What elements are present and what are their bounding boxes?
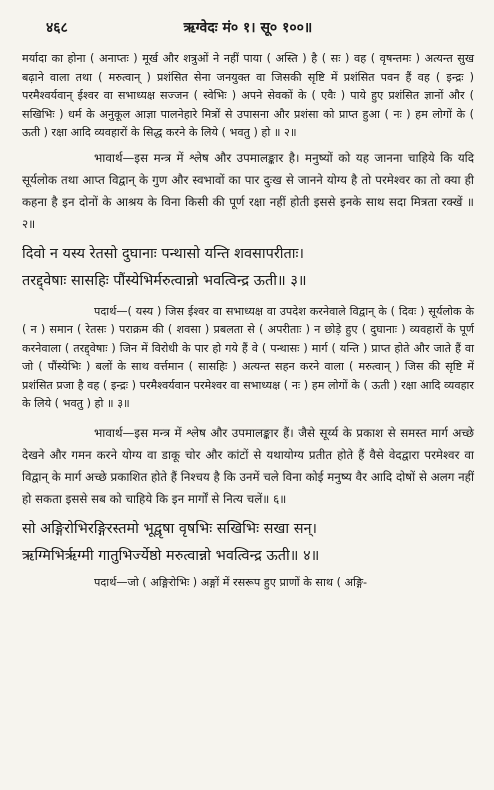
- mantra-3-line-1: दिवो न यस्य रेतसो दुघानाः पन्थासो यन्ति शवसापरीताः।: [22, 245, 304, 262]
- running-title: ऋग्वेदः मं० १। सू० १००॥: [183, 20, 313, 36]
- page-header: [22, 0, 474, 50]
- mantra-4-line-2: ऋग्मिभिर्ऋग्मी गातुभिर्ज्येष्ठो मरुत्वान्नो भवत्विन्द्र ऊती॥ ४॥: [22, 547, 320, 564]
- bhavartha-2: भावार्थ—इस मन्त्र में श्लेष और उपमालङ्कार है। मनुष्यों को यह जानना चाहिये कि यदि सूर्यलोक तथा आप्त विद्वान् के गुण और स्वभावों का पार दुःख से जानने योग्य है तो परमेश्वर का तो क्या ही कहना है इन दोनों के आश्रय के विना किसी की पूर्ण रक्षा नहीं होती इससे इनके साथ सदा मित्रता रक्खें ॥ २॥: [22, 150, 474, 231]
- mantra-3-line-2: तरद्द्वेषाः सासहिः पौंस्येभिर्मरुत्वान्नो भवत्विन्द्र ऊती॥ ३॥: [22, 272, 307, 289]
- padartha-4: पदार्थ—जो ( अङ्गिरोभिः ) अङ्गों में रसरूप हुए प्राणों के साथ ( अङ्गि-: [94, 575, 368, 589]
- padartha-3: पदार्थ—( यस्य ) जिस ईश्वर वा सभाध्यक्ष वा उपदेश करनेवाले विद्वान् के ( दिवः ) सूर्यलोक के ( न ) समान ( रेतसः ) पराक्रम की ( शवसा ) प्रबलता से ( अपरीताः ) न छोड़े हुए ( दुघानाः ) व्यवहारों के पूर्ण करनेवाला ( तरद्द्वेषाः ) जिन में विरोधी के पार हो गये हैं वे ( पन्थासः ) मार्ग ( यन्ति ) प्राप्त होते और जाते हैं वा जो ( पौंस्येभिः ) बलों के साथ वर्त्तमान ( सासहिः ) अत्यन्त सहन करने वाला ( मरुत्वान् ) जिस की सृष्टि में प्रशंसित प्रजा है वह ( इन्द्रः ) परमैश्वर्यवान परमेश्वर वा सभाध्यक्ष ( नः ) हम लोगों के ( ऊती ) रक्षा आदि व्यवहार के लिये ( भवतु ) हो ॥ ३॥: [22, 304, 474, 410]
- bhavartha-3: भावार्थ—इस मन्त्र में श्लेष और उपमालङ्कार हैं। जैसे सूर्य्य के प्रकाश से समस्त मार्ग अच्छे देखने और गमन करने योग्य वा डाकू चोर और कांटों से यथायोग्य प्रतीत होते हैं वैसे वेदद्वारा परमेश्वर वा विद्वान् के मार्ग अच्छे प्रकाशित होते हैं निश्चय है कि उनमें चले विना कोई मनुष्य वैर आदि दोषों से अलग नहीं हो सकता इससे सब को चाहिये कि इन मार्गों से नित्य चलें॥ ६॥: [22, 425, 474, 506]
- mantra-4-line-1: सो अङ्गिरोभिरङ्गिरस्तमो भूद्वृषा वृषभिः सखिभिः सखा सन्।: [22, 520, 318, 537]
- page-number: ४६८: [46, 20, 68, 36]
- padartha-continued: मर्यादा का होना ( अनाप्तः ) मूर्ख और शत्रुओं ने नहीं पाया ( अस्ति ) है ( सः ) वह ( वृषन्तमः ) अत्यन्त सुख बढ़ाने वाला तथा ( मरुत्वान् ) प्रशंसित सेना जनयुक्त वा जिसकी सृष्टि में प्रशंसित पवन हैं वह ( इन्द्रः ) परमैश्वर्यवान् ईश्वर वा सभाध्यक्ष सज्जन ( स्वेभिः ) अपने सेवकों के ( एवैः ) पाये हुए प्रशंसित ज्ञानों और ( सखिभिः ) धर्म के अनुकूल आज्ञा पालनेहारे मित्रों से उपासना और प्रशंसा को प्राप्त हुआ ( नः ) हम लोगों के ( ऊती ) रक्षा आदि व्यवहारों के सिद्ध करने के लिये ( भवतु ) हो ॥ २॥: [22, 52, 474, 139]
